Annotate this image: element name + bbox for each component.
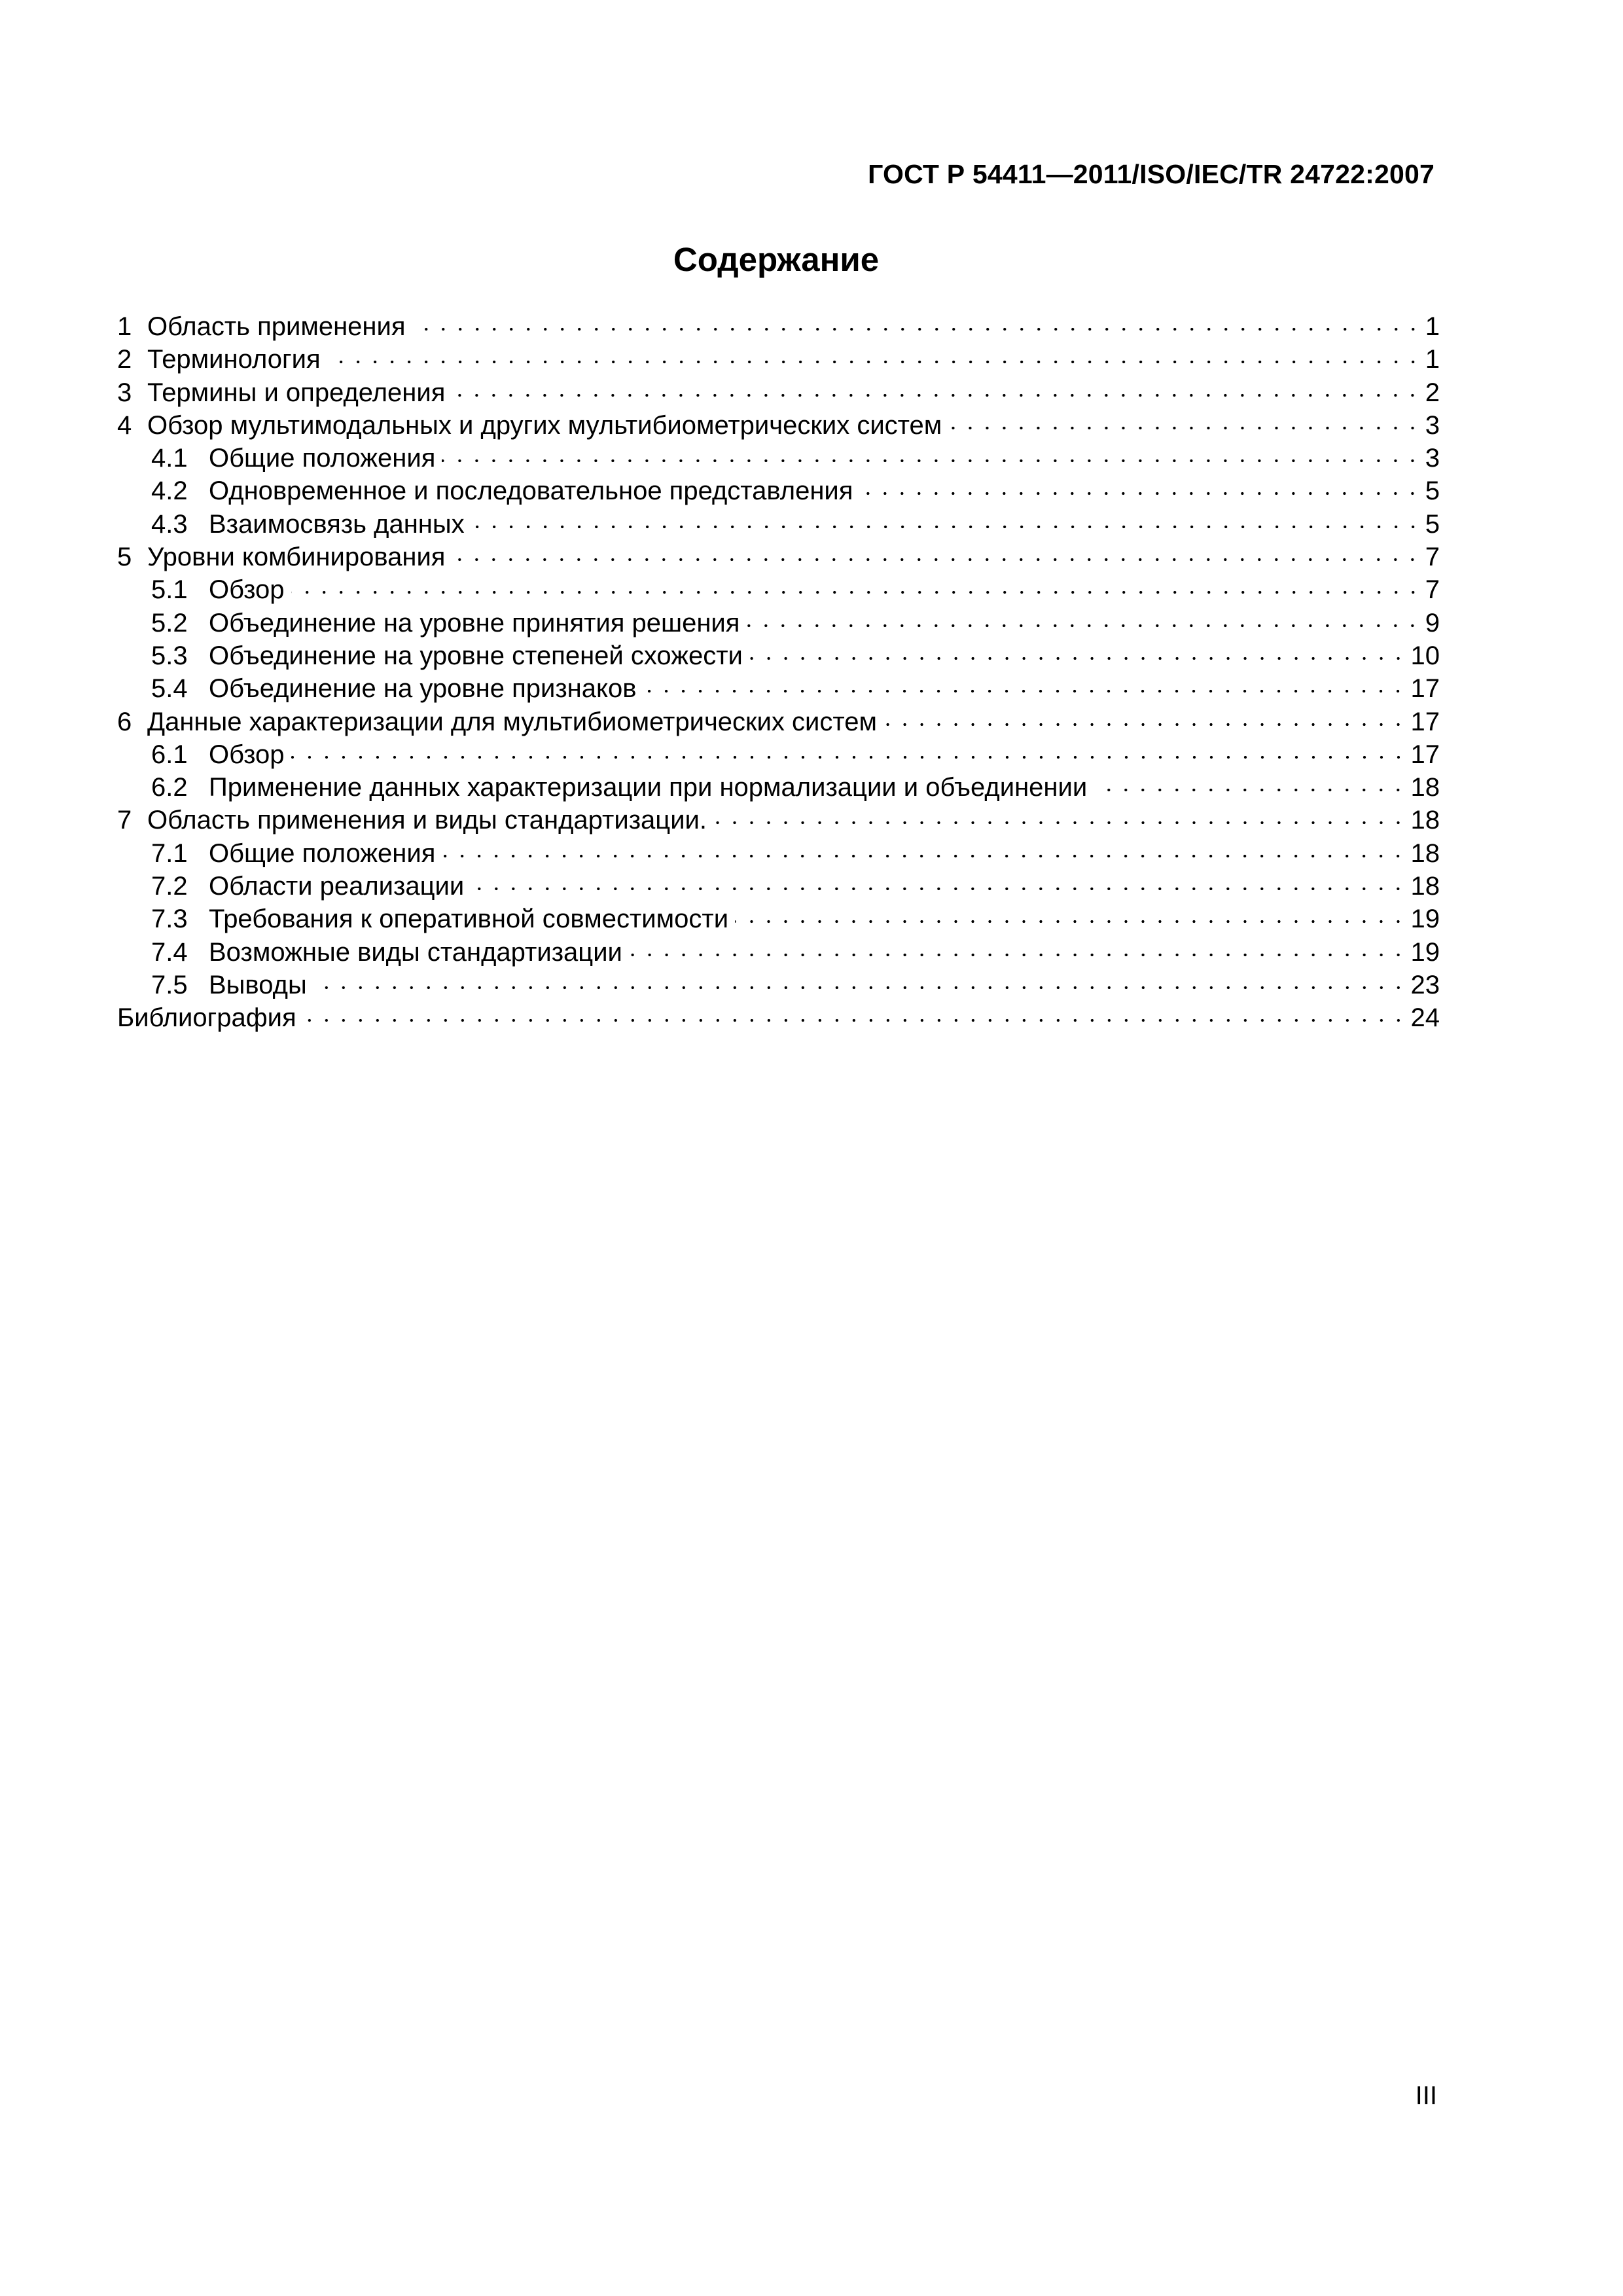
toc-entry-number: 7.5 (151, 970, 188, 999)
toc-entry-number: 4.3 (151, 509, 188, 539)
toc-entry-title: Возможные виды стандартизации (209, 937, 622, 967)
toc-entry-page: 3 (1425, 444, 1440, 473)
toc-entry[interactable] (117, 706, 1440, 738)
toc-entry-page: 9 (1425, 608, 1440, 637)
toc-entry-title: Библиография (117, 1003, 296, 1033)
toc-entry-number: 7.4 (151, 937, 188, 967)
toc-entry-number: 5.3 (151, 641, 188, 670)
toc-entry-title: Требования к оперативной совместимости (209, 905, 729, 934)
toc-entry-page: 10 (1410, 641, 1440, 670)
toc-entry-page: 23 (1410, 970, 1440, 999)
dot-leader (471, 525, 1421, 529)
dot-leader (327, 360, 1421, 364)
toc-entry-title: Обзор мультимодальных и других мультибиометрических систем (147, 410, 942, 440)
toc-entry[interactable] (117, 936, 1440, 969)
dot-leader (303, 1018, 1407, 1022)
toc-entry-page: 2 (1425, 378, 1440, 407)
toc-entry-title: Области реализации (209, 872, 465, 901)
toc-entry[interactable] (117, 1001, 1440, 1034)
toc-entry-page: 18 (1410, 838, 1440, 868)
toc-entry[interactable] (117, 771, 1440, 804)
dot-leader (291, 590, 1421, 594)
toc-entry-number: 3 (117, 378, 132, 407)
toc-entry[interactable] (117, 310, 1440, 343)
toc-entry-title: Область применения и виды стандартизации. (147, 806, 707, 835)
dot-leader (749, 656, 1407, 660)
dot-leader (948, 426, 1421, 430)
toc-entry-number: 4.2 (151, 476, 188, 506)
dot-leader (442, 854, 1406, 858)
toc-entry-page: 5 (1425, 476, 1440, 506)
toc-entry-number: 4 (117, 410, 132, 440)
toc-entry-title: Обзор (209, 575, 285, 605)
toc-entry-title: Одновременное и последовательное представления (209, 476, 853, 506)
toc-entry-title: Объединение на уровне степеней схожести (209, 641, 743, 670)
toc-entry[interactable] (117, 541, 1440, 573)
dot-leader (412, 327, 1421, 331)
toc-entry-number: 5.2 (151, 608, 188, 637)
toc-entry-number: 7.3 (151, 905, 188, 934)
dot-leader (442, 459, 1421, 463)
toc-entry-page: 18 (1410, 872, 1440, 901)
dot-leader (713, 821, 1407, 825)
toc-entry-title: Терминология (147, 345, 321, 374)
toc-entry-number: 5 (117, 543, 132, 572)
toc-entry-page: 19 (1410, 905, 1440, 934)
toc-entry-title: Обзор (209, 740, 285, 769)
toc-entry-page: 17 (1410, 707, 1440, 736)
toc-entry-title: Данные характеризации для мультибиометрических систем (147, 707, 877, 736)
toc-entry-page: 18 (1410, 806, 1440, 835)
toc-entry[interactable] (117, 672, 1440, 705)
toc-entry-number: 7.1 (151, 838, 188, 868)
toc-entry-page: 3 (1425, 410, 1440, 440)
toc-entry-page: 7 (1425, 575, 1440, 605)
toc-entry-page: 24 (1410, 1003, 1440, 1033)
dot-leader (313, 986, 1407, 990)
toc-entry-page: 7 (1425, 543, 1440, 572)
page-number: III (1415, 2081, 1437, 2110)
toc-entry-title: Термины и определения (147, 378, 446, 407)
toc-entry-number: 4.1 (151, 444, 188, 473)
toc-entry[interactable] (117, 804, 1440, 836)
dot-leader (859, 492, 1421, 495)
toc-entry-page: 1 (1425, 345, 1440, 374)
toc-entry[interactable] (117, 837, 1440, 870)
toc-entry[interactable] (117, 573, 1440, 606)
toc-entry[interactable] (117, 738, 1440, 771)
document-designation: ГОСТ Р 54411—2011/ISO/IEC/TR 24722:2007 (868, 159, 1435, 189)
toc-entry[interactable] (117, 376, 1440, 409)
toc-entry-page: 1 (1425, 312, 1440, 341)
toc-entry-number: 7.2 (151, 872, 188, 901)
toc-entry[interactable] (117, 870, 1440, 903)
toc-entry[interactable] (117, 475, 1440, 507)
dot-leader (1094, 788, 1406, 792)
toc-entry-number: 5.4 (151, 674, 188, 704)
dot-leader (883, 723, 1407, 726)
toc-entry[interactable] (117, 508, 1440, 541)
toc-entry[interactable] (117, 343, 1440, 376)
toc-entry-title: Общие положения (209, 838, 436, 868)
toc-entry-title: Применение данных характеризации при нормализации и объединении (209, 773, 1088, 802)
toc-entry[interactable] (117, 903, 1440, 935)
toc-entry[interactable] (117, 442, 1440, 475)
dot-leader (746, 624, 1421, 628)
toc-entry-title: Взаимосвязь данных (209, 509, 465, 539)
dot-leader (471, 887, 1406, 891)
toc-entry-number: 6 (117, 707, 132, 736)
toc-entry-number: 6.2 (151, 773, 188, 802)
toc-entry-number: 5.1 (151, 575, 188, 605)
toc-entry[interactable] (117, 409, 1440, 442)
toc-entry-page: 17 (1410, 674, 1440, 704)
toc-entry[interactable] (117, 969, 1440, 1001)
dot-leader (735, 920, 1406, 924)
toc-entry-page: 18 (1410, 773, 1440, 802)
toc-entry-number: 7 (117, 806, 132, 835)
toc-entry-page: 5 (1425, 509, 1440, 539)
toc-title: Содержание (673, 241, 880, 278)
toc-entry[interactable] (117, 639, 1440, 672)
toc-entry-number: 1 (117, 312, 132, 341)
dot-leader (643, 689, 1406, 693)
toc-entry-title: Уровни комбинирования (147, 543, 446, 572)
toc-entry-page: 19 (1410, 937, 1440, 967)
toc-entry-title: Объединение на уровне принятия решения (209, 608, 740, 637)
toc-entry[interactable] (117, 607, 1440, 639)
toc-entry-title: Общие положения (209, 444, 436, 473)
toc-entry-title: Область применения (147, 312, 406, 341)
dot-leader (452, 558, 1421, 562)
dot-leader (291, 755, 1407, 759)
toc-entry-page: 17 (1410, 740, 1440, 769)
toc-entry-title: Объединение на уровне признаков (209, 674, 637, 704)
table-of-contents (117, 310, 1440, 1035)
toc-entry-number: 2 (117, 345, 132, 374)
toc-entry-number: 6.1 (151, 740, 188, 769)
toc-entry-title: Выводы (209, 970, 307, 999)
dot-leader (629, 953, 1407, 957)
dot-leader (452, 393, 1421, 397)
